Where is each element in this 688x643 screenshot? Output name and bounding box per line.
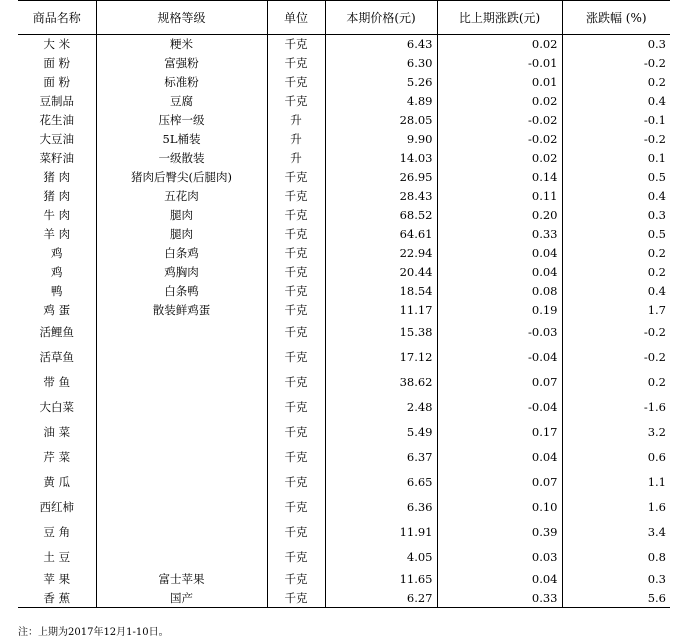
cell-unit: 千克 bbox=[267, 520, 325, 545]
cell-price-change: 0.10 bbox=[437, 495, 562, 520]
table-row bbox=[18, 570, 670, 589]
cell-spec-grade: 一级散装 bbox=[96, 149, 267, 168]
cell-product-name: 活鲤鱼 bbox=[39, 325, 74, 339]
table-row bbox=[18, 130, 670, 149]
cell-product-name: 黄 瓜 bbox=[43, 475, 71, 489]
cell-price-change: 0.11 bbox=[437, 187, 562, 206]
cell-spec-grade: 压榨一级 bbox=[96, 111, 267, 130]
cell-product-name: 牛 肉 bbox=[43, 208, 71, 222]
header-row bbox=[18, 1, 670, 35]
cell-spec-grade: 国产 bbox=[96, 589, 267, 608]
cell-current-price: 6.37 bbox=[325, 445, 437, 470]
cell-spec-grade bbox=[96, 395, 267, 420]
cell-change-percent: 0.3 bbox=[562, 206, 670, 225]
cell-change-percent: 0.4 bbox=[562, 282, 670, 301]
cell-product-name: 鸡 蛋 bbox=[43, 303, 71, 317]
cell-current-price: 15.38 bbox=[325, 320, 437, 345]
cell-change-percent: 0.2 bbox=[562, 370, 670, 395]
cell-spec-grade: 粳米 bbox=[96, 35, 267, 54]
cell-price-change: -0.02 bbox=[437, 111, 562, 130]
cell-spec-grade: 五花肉 bbox=[96, 187, 267, 206]
cell-product-name: 猪 肉 bbox=[43, 189, 71, 203]
cell-change-percent: -0.2 bbox=[562, 345, 670, 370]
cell-product-name: 油 菜 bbox=[43, 425, 71, 439]
cell-price-change: 0.17 bbox=[437, 420, 562, 445]
cell-spec-grade: 腿肉 bbox=[96, 206, 267, 225]
cell-product-name: 带 鱼 bbox=[43, 375, 71, 389]
cell-current-price: 9.90 bbox=[325, 130, 437, 149]
cell-unit: 千克 bbox=[267, 345, 325, 370]
cell-change-percent: 0.2 bbox=[562, 263, 670, 282]
cell-current-price: 5.49 bbox=[325, 420, 437, 445]
table-row bbox=[18, 54, 670, 73]
cell-unit: 千克 bbox=[267, 395, 325, 420]
cell-price-change: 0.04 bbox=[437, 244, 562, 263]
cell-current-price: 11.91 bbox=[325, 520, 437, 545]
cell-unit: 升 bbox=[267, 111, 325, 130]
header-price-change: 比上期涨跌(元) bbox=[437, 1, 562, 35]
table-row bbox=[18, 73, 670, 92]
cell-spec-grade: 散装鲜鸡蛋 bbox=[96, 301, 267, 320]
cell-change-percent: 0.5 bbox=[562, 168, 670, 187]
table-header bbox=[18, 1, 670, 35]
cell-product-name: 面 粉 bbox=[43, 75, 71, 89]
cell-change-percent: 3.4 bbox=[562, 520, 670, 545]
cell-change-percent: 5.6 bbox=[562, 589, 670, 608]
cell-product-name: 鸡 bbox=[51, 265, 63, 279]
cell-current-price: 5.26 bbox=[325, 73, 437, 92]
cell-price-change: 0.04 bbox=[437, 570, 562, 589]
cell-product-name: 鸡 bbox=[51, 246, 63, 260]
cell-price-change: 0.08 bbox=[437, 282, 562, 301]
cell-spec-grade: 猪肉后臀尖(后腿肉) bbox=[96, 168, 267, 187]
cell-product-name: 大 米 bbox=[43, 37, 71, 52]
cell-price-change: 0.04 bbox=[437, 263, 562, 282]
cell-unit: 千克 bbox=[267, 545, 325, 570]
cell-change-percent: -1.6 bbox=[562, 395, 670, 420]
cell-price-change: 0.19 bbox=[437, 301, 562, 320]
cell-change-percent: 0.3 bbox=[562, 35, 670, 54]
cell-price-change: 0.02 bbox=[437, 92, 562, 111]
table-row bbox=[18, 187, 670, 206]
cell-change-percent: 0.4 bbox=[562, 187, 670, 206]
cell-price-change: -0.01 bbox=[437, 54, 562, 73]
cell-unit: 千克 bbox=[267, 73, 325, 92]
cell-current-price: 28.05 bbox=[325, 111, 437, 130]
table-row bbox=[18, 244, 670, 263]
cell-price-change: 0.03 bbox=[437, 545, 562, 570]
cell-current-price: 22.94 bbox=[325, 244, 437, 263]
table-row bbox=[18, 495, 670, 520]
cell-unit: 千克 bbox=[267, 92, 325, 111]
cell-current-price: 68.52 bbox=[325, 206, 437, 225]
cell-current-price: 11.17 bbox=[325, 301, 437, 320]
cell-price-change: 0.33 bbox=[437, 589, 562, 608]
cell-product-name: 大白菜 bbox=[39, 400, 74, 414]
cell-change-percent: 0.8 bbox=[562, 545, 670, 570]
cell-product-name: 西红柿 bbox=[39, 500, 74, 514]
cell-change-percent: -0.1 bbox=[562, 111, 670, 130]
cell-change-percent: 0.6 bbox=[562, 445, 670, 470]
cell-price-change: 0.01 bbox=[437, 73, 562, 92]
cell-spec-grade: 5L桶装 bbox=[96, 130, 267, 149]
cell-change-percent: 0.3 bbox=[562, 570, 670, 589]
table-row bbox=[18, 520, 670, 545]
cell-product-name: 羊 肉 bbox=[43, 227, 71, 241]
cell-spec-grade bbox=[96, 345, 267, 370]
cell-price-change: -0.03 bbox=[437, 320, 562, 345]
table-row bbox=[18, 370, 670, 395]
cell-current-price: 4.05 bbox=[325, 545, 437, 570]
cell-spec-grade bbox=[96, 495, 267, 520]
cell-price-change: 0.33 bbox=[437, 225, 562, 244]
cell-spec-grade: 白条鸭 bbox=[96, 282, 267, 301]
cell-current-price: 6.36 bbox=[325, 495, 437, 520]
cell-unit: 千克 bbox=[267, 445, 325, 470]
table-row bbox=[18, 545, 670, 570]
cell-spec-grade: 标准粉 bbox=[96, 73, 267, 92]
cell-product-name: 芹 菜 bbox=[43, 450, 71, 464]
cell-change-percent: 1.1 bbox=[562, 470, 670, 495]
cell-current-price: 6.30 bbox=[325, 54, 437, 73]
cell-product-name: 鸭 bbox=[51, 284, 63, 298]
cell-unit: 千克 bbox=[267, 282, 325, 301]
cell-unit: 千克 bbox=[267, 370, 325, 395]
cell-price-change: 0.07 bbox=[437, 370, 562, 395]
table-row bbox=[18, 589, 670, 608]
cell-spec-grade: 鸡胸肉 bbox=[96, 263, 267, 282]
header-product-name: 商品名称 bbox=[18, 1, 96, 35]
cell-spec-grade bbox=[96, 320, 267, 345]
cell-current-price: 14.03 bbox=[325, 149, 437, 168]
table-row bbox=[18, 345, 670, 370]
table-row bbox=[18, 470, 670, 495]
cell-current-price: 6.65 bbox=[325, 470, 437, 495]
table-row bbox=[18, 92, 670, 111]
cell-spec-grade: 富强粉 bbox=[96, 54, 267, 73]
cell-unit: 千克 bbox=[267, 263, 325, 282]
table-row bbox=[18, 225, 670, 244]
table-row bbox=[18, 35, 670, 54]
cell-current-price: 6.43 bbox=[325, 35, 437, 54]
cell-price-change: 0.14 bbox=[437, 168, 562, 187]
cell-change-percent: 3.2 bbox=[562, 420, 670, 445]
cell-product-name: 活草鱼 bbox=[39, 350, 74, 364]
cell-change-percent: 0.4 bbox=[562, 92, 670, 111]
cell-current-price: 26.95 bbox=[325, 168, 437, 187]
cell-change-percent: 0.2 bbox=[562, 73, 670, 92]
table-row bbox=[18, 445, 670, 470]
cell-current-price: 20.44 bbox=[325, 263, 437, 282]
cell-unit: 千克 bbox=[267, 420, 325, 445]
cell-current-price: 28.43 bbox=[325, 187, 437, 206]
table-row bbox=[18, 263, 670, 282]
cell-product-name: 大豆油 bbox=[39, 132, 74, 146]
footnote: 注：上期为2017年12月1-10日。 bbox=[18, 627, 169, 638]
cell-price-change: 0.39 bbox=[437, 520, 562, 545]
header-change-percent: 涨跌幅 (%) bbox=[562, 1, 670, 35]
cell-change-percent: -0.2 bbox=[562, 54, 670, 73]
cell-spec-grade: 豆腐 bbox=[96, 92, 267, 111]
table-row bbox=[18, 301, 670, 320]
price-table bbox=[18, 0, 670, 608]
cell-change-percent: 0.2 bbox=[562, 244, 670, 263]
table-row bbox=[18, 149, 670, 168]
cell-change-percent: -0.2 bbox=[562, 320, 670, 345]
cell-price-change: -0.02 bbox=[437, 130, 562, 149]
cell-product-name: 豆 角 bbox=[43, 525, 71, 539]
cell-spec-grade bbox=[96, 545, 267, 570]
cell-unit: 千克 bbox=[267, 168, 325, 187]
table-row bbox=[18, 320, 670, 345]
cell-unit: 千克 bbox=[267, 35, 325, 54]
cell-change-percent: -0.2 bbox=[562, 130, 670, 149]
cell-price-change: -0.04 bbox=[437, 395, 562, 420]
header-spec-grade: 规格等级 bbox=[96, 1, 267, 35]
cell-product-name: 花生油 bbox=[39, 113, 74, 127]
cell-unit: 千克 bbox=[267, 570, 325, 589]
table-row bbox=[18, 206, 670, 225]
cell-product-name: 菜籽油 bbox=[39, 151, 74, 165]
cell-product-name: 面 粉 bbox=[43, 56, 71, 70]
table-row bbox=[18, 111, 670, 130]
cell-spec-grade bbox=[96, 420, 267, 445]
cell-change-percent: 0.1 bbox=[562, 149, 670, 168]
table-row bbox=[18, 168, 670, 187]
cell-spec-grade bbox=[96, 470, 267, 495]
cell-product-name: 猪 肉 bbox=[43, 170, 71, 184]
cell-unit: 千克 bbox=[267, 495, 325, 520]
cell-current-price: 18.54 bbox=[325, 282, 437, 301]
cell-unit: 升 bbox=[267, 130, 325, 149]
table-row bbox=[18, 282, 670, 301]
table-row bbox=[18, 395, 670, 420]
cell-product-name: 土 豆 bbox=[43, 550, 71, 564]
cell-price-change: 0.07 bbox=[437, 470, 562, 495]
header-current-price: 本期价格(元) bbox=[325, 1, 437, 35]
cell-unit: 千克 bbox=[267, 320, 325, 345]
cell-unit: 千克 bbox=[267, 301, 325, 320]
cell-price-change: 0.20 bbox=[437, 206, 562, 225]
price-table-container bbox=[18, 0, 670, 608]
cell-current-price: 6.27 bbox=[325, 589, 437, 608]
cell-change-percent: 1.6 bbox=[562, 495, 670, 520]
cell-current-price: 64.61 bbox=[325, 225, 437, 244]
cell-price-change: 0.04 bbox=[437, 445, 562, 470]
cell-unit: 千克 bbox=[267, 187, 325, 206]
cell-price-change: -0.04 bbox=[437, 345, 562, 370]
cell-unit: 千克 bbox=[267, 206, 325, 225]
cell-product-name: 香 蕉 bbox=[18, 589, 96, 608]
cell-current-price: 38.62 bbox=[325, 370, 437, 395]
cell-current-price: 4.89 bbox=[325, 92, 437, 111]
header-unit: 单位 bbox=[267, 1, 325, 35]
cell-spec-grade: 白条鸡 bbox=[96, 244, 267, 263]
cell-unit: 千克 bbox=[267, 589, 325, 608]
cell-current-price: 11.65 bbox=[325, 570, 437, 589]
cell-unit: 千克 bbox=[267, 244, 325, 263]
cell-current-price: 2.48 bbox=[325, 395, 437, 420]
cell-spec-grade bbox=[96, 445, 267, 470]
cell-current-price: 17.12 bbox=[325, 345, 437, 370]
cell-unit: 千克 bbox=[267, 225, 325, 244]
cell-product-name: 苹 果 bbox=[43, 572, 71, 586]
cell-spec-grade: 腿肉 bbox=[96, 225, 267, 244]
cell-unit: 千克 bbox=[267, 54, 325, 73]
cell-unit: 升 bbox=[267, 149, 325, 168]
cell-unit: 千克 bbox=[267, 470, 325, 495]
cell-spec-grade: 富士苹果 bbox=[96, 570, 267, 589]
cell-price-change: 0.02 bbox=[437, 35, 562, 54]
table-row bbox=[18, 420, 670, 445]
cell-product-name: 豆制品 bbox=[39, 94, 74, 108]
cell-change-percent: 0.5 bbox=[562, 225, 670, 244]
cell-spec-grade bbox=[96, 520, 267, 545]
cell-price-change: 0.02 bbox=[437, 149, 562, 168]
table-body bbox=[18, 35, 670, 608]
cell-spec-grade bbox=[96, 370, 267, 395]
cell-change-percent: 1.7 bbox=[562, 301, 670, 320]
